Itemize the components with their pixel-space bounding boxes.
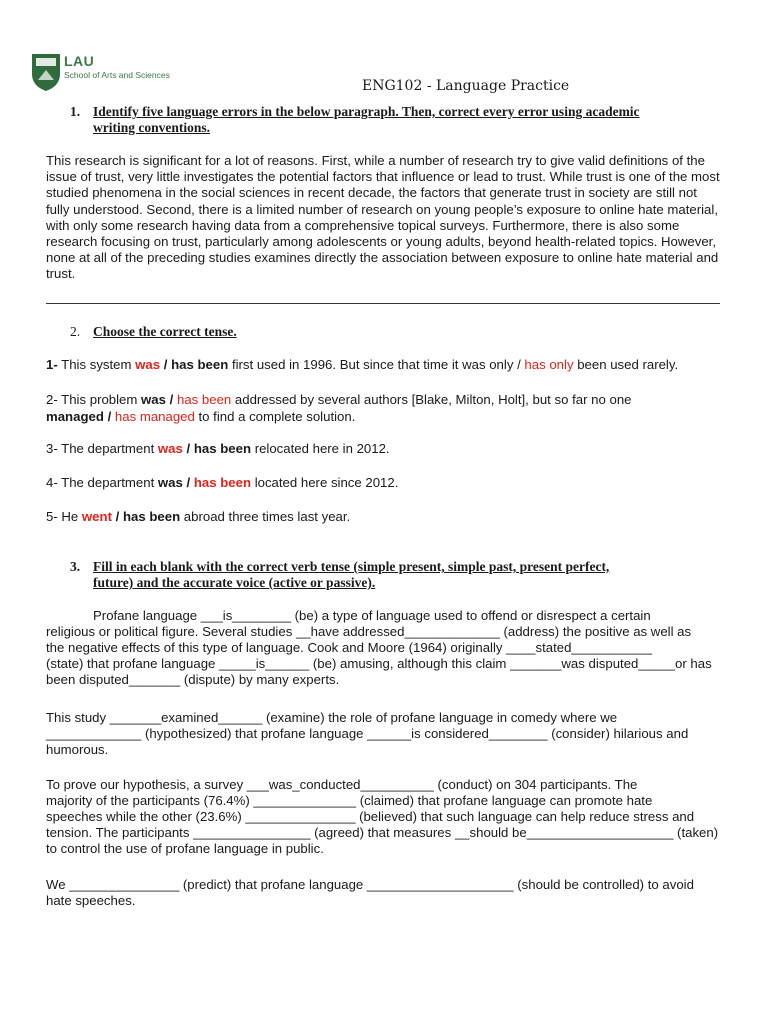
item2-option-managed: managed bbox=[46, 409, 104, 424]
item3-option-has-been: has been bbox=[193, 441, 252, 456]
section1-instruction-line1: Identify five language errors in the below paragraph. Then, correct every error using academic bbox=[93, 104, 640, 119]
tense-item-5: 5- He went / has been abroad three times last year. bbox=[46, 509, 351, 524]
item1-option-was: was bbox=[135, 357, 161, 372]
logo-name: LAU bbox=[64, 53, 95, 69]
section2-instruction: Choose the correct tense. bbox=[93, 324, 237, 339]
section1-instruction-line2: writing conventions. bbox=[93, 120, 211, 135]
fill-paragraph-3: To prove our hypothesis, a survey ___was_conducted__________ (conduct) on 304 participants. The majority of the participants (76.4%) ______________ (claimed) that profane language can promote hate speeches while the other (23.6%) _______________ (believed) that such language can help reduce stress and tension. The participants ________________ (agreed) that measures __should be____________________ (taken) to control the use of profane language in public. bbox=[46, 777, 719, 856]
logo-school: School of Arts and Sciences bbox=[64, 70, 170, 80]
item1-option-has-only: has only bbox=[524, 357, 574, 372]
item2-option-has-managed: has managed bbox=[114, 409, 195, 424]
tense-item-2: 2- This problem was / has been addressed by several authors [Blake, Milton, Holt], but so far no one managed / has managed to find a complete solution. bbox=[46, 392, 632, 424]
item4-option-has-been: has been bbox=[193, 475, 252, 490]
fill-paragraph-2: This study _______examined______ (examine) the role of profane language in comedy where we _____________ (hypothesized) that profane language ______is considered________ (consider) hilarious and humorous. bbox=[46, 710, 689, 757]
lau-shield-icon bbox=[30, 52, 62, 92]
section3-instruction-line1: Fill in each blank with the correct verb tense (simple present, simple past, present perfect, bbox=[93, 559, 610, 574]
section2-number: 2. bbox=[70, 324, 81, 339]
fill-paragraph-4: We _______________ (predict) that profane language ____________________ (should be controlled) to avoid hate speeches. bbox=[46, 877, 694, 908]
section3-instruction bbox=[93, 559, 733, 591]
item5-option-has-been: has been bbox=[122, 509, 181, 524]
item2-option-has-been: has been bbox=[176, 392, 232, 407]
item3-option-was: was bbox=[157, 441, 183, 456]
tense-item-3: 3- The department was / has been relocated here in 2012. bbox=[46, 441, 390, 456]
section1-instruction bbox=[93, 104, 733, 136]
section3-instruction-line2: future) and the accurate voice (active or passive). bbox=[93, 575, 376, 590]
error-paragraph: This research is significant for a lot of reasons. First, while a number of research try to give valid definitions of the issue of trust, very little investigates the potential factors that influence or lead to trust. While trust is one of the most studied phenomena in the social sciences in recent decade, the factors that generate trust in society are still not fully understood. Second, there is a limited number of research on young people’s exposure to online hate material, with only some research having data from a comprehensive topical surveys. Furthermore, there is also some research focusing on trust, particularly among adolescents or young adults, beyond health-related topics. However, none at all of the preceding studies examines directly the association between exposure to online hate material and trust. bbox=[46, 153, 720, 282]
item1-option-has-been: has been bbox=[171, 357, 229, 372]
page-title: ENG102 - Language Practice bbox=[362, 78, 570, 94]
item4-option-was: was bbox=[157, 475, 183, 490]
section3-number: 3. bbox=[70, 559, 81, 574]
tense-item-4: 4- The department was / has been located here since 2012. bbox=[46, 475, 399, 490]
item1-number: 1- bbox=[46, 357, 58, 372]
fill-paragraph-1: Profane language ___is________ (be) a type of language used to offend or disrespect a certain religious or political figure. Several studies __have addressed_____________ (address) the positive as well as the negative effects of this type of language. Cook and Moore (1964) originally ____stated___________ (state) that profane language _____is______ (be) amusing, although this claim _______was disputed_____or has been disputed_______ (dispute) by many experts. bbox=[46, 608, 712, 687]
item2-option-was: was bbox=[141, 392, 166, 407]
item5-option-went: went bbox=[81, 509, 112, 524]
lau-logo bbox=[30, 52, 180, 96]
section-divider bbox=[46, 303, 720, 304]
section1-number: 1. bbox=[70, 104, 81, 119]
tense-item-1: 1- This system was / has been first used in 1996. But since that time it was only / has only been used rarely. bbox=[46, 357, 679, 372]
